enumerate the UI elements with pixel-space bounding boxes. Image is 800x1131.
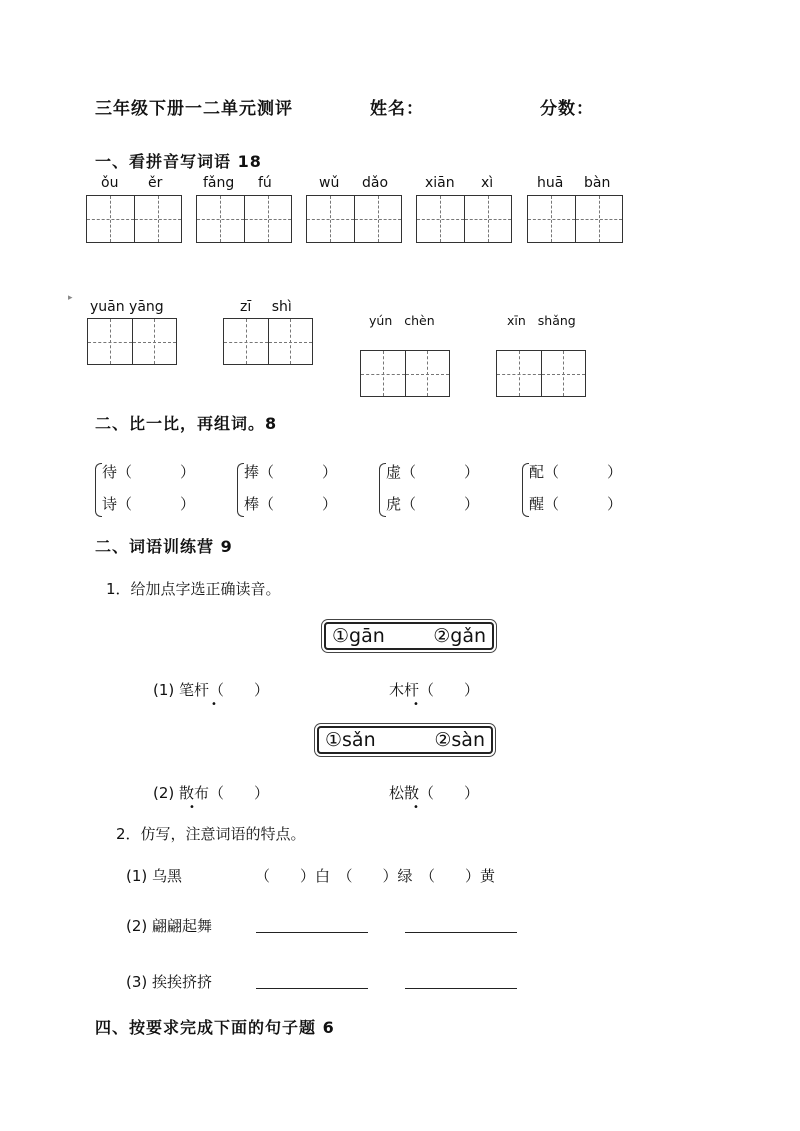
pinyin: fú — [258, 175, 272, 191]
option-a: ①sǎn — [325, 729, 376, 751]
pinyin: yuān yāng — [90, 299, 164, 315]
question-2-3-label: (3) 挨挨挤挤 — [126, 973, 213, 991]
paren-close: ） — [607, 463, 623, 481]
paren-close: ） — [464, 495, 480, 513]
pinyin: fǎng — [203, 175, 235, 191]
brace — [379, 463, 386, 517]
pinyin: yún chèn — [369, 313, 435, 328]
compare-word: 棒（ — [244, 495, 275, 513]
pinyin: bàn — [584, 175, 611, 191]
section4-heading: 四、按要求完成下面的句子题 6 — [95, 1018, 335, 1037]
answer-line[interactable] — [256, 988, 368, 989]
compare-word: 虚（ — [386, 463, 417, 481]
pinyin: huā — [537, 175, 564, 191]
section1-heading: 一、看拼音写词语 18 — [95, 152, 262, 171]
question-2: 2．仿写，注意词语的特点。 — [116, 825, 306, 843]
compare-word: 待（ — [102, 463, 133, 481]
compare-word: 捧（ — [244, 463, 275, 481]
question-2-1-blanks: （ ）白 （ ）绿 （ ）黄 — [255, 867, 496, 885]
writing-grid[interactable] — [360, 350, 450, 397]
emphasis-dot: • — [413, 802, 419, 813]
paren-close: ） — [607, 495, 623, 513]
question-1-1a: (1) 笔杆（ ） — [153, 681, 270, 699]
compare-word: 虎（ — [386, 495, 417, 513]
paren-close: ） — [322, 463, 338, 481]
compare-word: 醒（ — [529, 495, 560, 513]
name-label: 姓名： — [370, 99, 424, 119]
pinyin: dǎo — [362, 175, 389, 191]
pinyin: zī shì — [240, 299, 292, 315]
question-2-1-label: (1) 乌黑 — [126, 867, 183, 885]
brace — [95, 463, 102, 517]
pinyin: wǔ — [319, 175, 340, 191]
option-a: ①gān — [332, 625, 385, 647]
answer-line[interactable] — [405, 932, 517, 933]
writing-grid[interactable] — [306, 195, 402, 243]
question-1-1b: 木杆（ ） — [389, 681, 480, 699]
section2-heading: 二、比一比，再组词。8 — [95, 414, 278, 433]
pinyin: ěr — [148, 175, 163, 191]
emphasis-dot: • — [413, 699, 419, 710]
writing-grid[interactable] — [196, 195, 292, 243]
paren-close: ） — [464, 463, 480, 481]
answer-line[interactable] — [256, 932, 368, 933]
section3-heading: 二、词语训练营 9 — [95, 537, 233, 556]
answer-line[interactable] — [405, 988, 517, 989]
writing-grid[interactable] — [416, 195, 512, 243]
writing-grid[interactable] — [223, 318, 313, 365]
question-1-2b: 松散（ ） — [389, 784, 480, 802]
pinyin: xiān — [425, 175, 455, 191]
pinyin: ǒu — [101, 175, 119, 191]
brace — [522, 463, 529, 517]
question-2-2-label: (2) 翩翩起舞 — [126, 917, 213, 935]
paren-close: ） — [322, 495, 338, 513]
writing-grid[interactable] — [87, 318, 177, 365]
paren-close: ） — [180, 495, 196, 513]
compare-word: 配（ — [529, 463, 560, 481]
question-1-2a: (2) 散布（ ） — [153, 784, 270, 802]
writing-grid[interactable] — [527, 195, 623, 243]
pinyin: xì — [481, 175, 494, 191]
writing-grid[interactable] — [86, 195, 182, 243]
option-b: ②gǎn — [433, 625, 486, 647]
margin-mark: ▸ — [68, 293, 73, 303]
score-label: 分数： — [540, 99, 594, 119]
paren-close: ） — [180, 463, 196, 481]
pinyin: xīn shǎng — [507, 313, 576, 328]
pronunciation-options — [324, 622, 494, 650]
writing-grid[interactable] — [496, 350, 586, 397]
pronunciation-options — [317, 726, 493, 754]
emphasis-dot: • — [211, 699, 217, 710]
compare-word: 诗（ — [102, 495, 133, 513]
brace — [237, 463, 244, 517]
question-1: 1．给加点字选正确读音。 — [106, 580, 281, 598]
emphasis-dot: • — [189, 802, 195, 813]
page-title: 三年级下册一二单元测评 — [95, 99, 293, 119]
option-b: ②sàn — [434, 729, 485, 751]
